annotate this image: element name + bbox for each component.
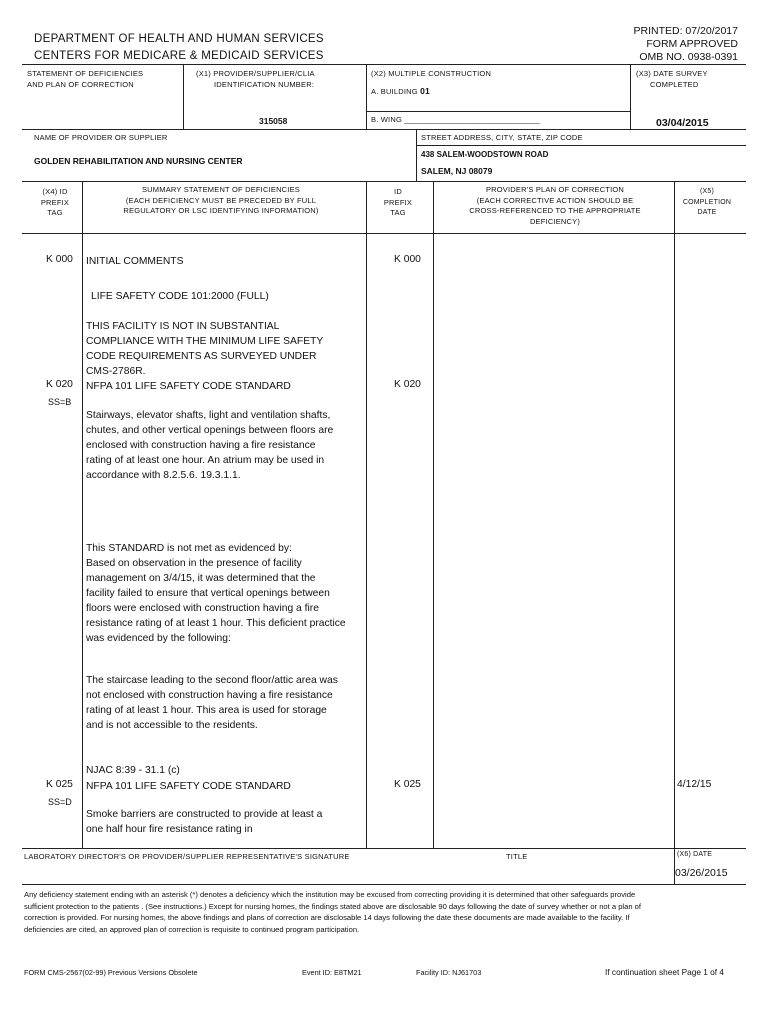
summary-header-line: (EACH DEFICIENCY MUST BE PRECEDED BY FULL	[125, 195, 317, 205]
divider	[22, 129, 746, 130]
k000-tag-right: K 000	[394, 254, 421, 265]
disclaimer-text: Any deficiency statement ending with an asterisk (*) denotes a deficiency which the institution may be excused from correcting providing it is determined that other safeguards provide sufficient protection to the patients . (See instructions.) Except for nursing homes, the findings stated above are disclosable 90 days following the date of survey whether or not a plan of correction is provided. For nursing homes, the above findings and plans of correction are disclosable 14 days following the date these documents are made available to the facility. If deficiencies are cited, an approved plan of correction is requisite to continued program participation.	[24, 890, 641, 934]
k020-standard-text: Stairways, elevator shafts, light and ventilation shafts, chutes, and other vertical openings between floors are enclosed with construction having a fire resistance rating of at least one hour. An atrium may be used in accordance with 8.2.5.6. 19.3.1.1.	[86, 410, 334, 481]
x4-header-line: PREFIX	[40, 197, 70, 207]
facility-id: Facility ID: NJ61703	[416, 968, 482, 977]
statement-label-1: STATEMENT OF DEFICIENCIES	[27, 69, 144, 78]
k000-title: INITIAL COMMENTS	[86, 256, 184, 267]
plan-header	[440, 185, 670, 227]
k020-tag: K 020	[46, 379, 73, 390]
not-met-text: This STANDARD is not met as evidenced by: Based on observation in the presence of facility management on 3/4/15, it was determined that the facility failed to ensure that vertical openings between floors were enclosed with construction having a fire resistance rating of at least 1 hour. This deficient practice was evidenced by the following:	[86, 543, 346, 644]
page-indicator: If continuation sheet Page 1 of 4	[605, 967, 725, 977]
department-line-1: DEPARTMENT OF HEALTH AND HUMAN SERVICES	[34, 33, 324, 45]
signature-date: 03/26/2015	[675, 867, 728, 879]
id-header-line: ID	[394, 187, 402, 196]
summary-header-line: SUMMARY STATEMENT OF DEFICIENCIES	[141, 185, 300, 194]
divider	[22, 233, 746, 234]
k025-tag-right: K 025	[394, 779, 421, 790]
k025-scope-severity: SS=D	[48, 797, 72, 807]
survey-completed-date: 03/04/2015	[656, 117, 709, 129]
plan-header-line: DEFICIENCY)	[529, 216, 581, 226]
k025-tag: K 025	[46, 779, 73, 790]
k025-standard-text: Smoke barriers are constructed to provide at least a one half hour fire resistance rating in	[86, 809, 323, 835]
address-line-2: SALEM, NJ 08079	[421, 166, 493, 176]
id-header-line: TAG	[390, 208, 406, 217]
wing-label: B. WING _______________________________	[371, 115, 540, 124]
divider	[22, 181, 746, 182]
lsc-line: LIFE SAFETY CODE 101:2000 (FULL)	[91, 291, 269, 302]
column-divider	[82, 181, 83, 848]
k000-tag: K 000	[46, 254, 73, 265]
noncompliance-text: THIS FACILITY IS NOT IN SUBSTANTIAL COMPLIANCE WITH THE MINIMUM LIFE SAFETY CODE REQUIREMENTS AS SURVEYED UNDER CMS-2786R.	[86, 321, 324, 377]
divider	[416, 145, 746, 146]
staircase-finding: The staircase leading to the second floor/attic area was not enclosed with construction having a fire resistance rating of at least 1 hour. This area is used for storage and is not accessible to the residents.	[86, 675, 338, 731]
building-row	[371, 86, 430, 96]
njac-citation: NJAC 8:39 - 31.1 (c)	[86, 765, 180, 776]
id-header-line: PREFIX	[383, 197, 413, 207]
x6-date-label: (X6) DATE	[677, 851, 713, 858]
x5-header-line: (X5)	[699, 188, 715, 195]
id-header	[373, 187, 423, 219]
divider	[22, 848, 746, 849]
x2-label: (X2) MULTIPLE CONSTRUCTION	[371, 69, 492, 78]
divider	[22, 884, 746, 885]
x5-header	[676, 187, 738, 219]
address-label: STREET ADDRESS, CITY, STATE, ZIP CODE	[421, 133, 583, 142]
k025-title: NFPA 101 LIFE SAFETY CODE STANDARD	[86, 781, 291, 792]
title-label: TITLE	[506, 852, 528, 861]
k020-title: NFPA 101 LIFE SAFETY CODE STANDARD	[86, 381, 291, 392]
x5-header-line: DATE	[697, 209, 717, 216]
x3-label-1: (X3) DATE SURVEY	[636, 69, 708, 78]
divider	[366, 64, 367, 129]
x4-header	[30, 187, 80, 219]
column-divider	[433, 181, 434, 848]
x5-header-line: COMPLETION	[682, 198, 732, 206]
k020-scope-severity: SS=B	[48, 397, 72, 407]
k025-completion-date: 4/12/15	[677, 779, 712, 790]
address-line-1: 438 SALEM-WOODSTOWN ROAD	[421, 150, 549, 159]
department-line-2: CENTERS FOR MEDICARE & MEDICAID SERVICES	[34, 50, 324, 62]
x4-header-line: TAG	[47, 208, 63, 217]
divider	[183, 64, 184, 129]
form-number: FORM CMS-2567(02-99) Previous Versions Obsolete	[24, 968, 198, 977]
building-label: A. BUILDING	[371, 87, 418, 96]
event-id: Event ID: E8TM21	[302, 968, 362, 977]
provider-name-label: NAME OF PROVIDER OR SUPPLIER	[34, 133, 168, 142]
x3-label-2: COMPLETED	[650, 80, 699, 89]
omb-number: OMB NO. 0938-0391	[639, 51, 738, 63]
x1-label-1: (X1) PROVIDER/SUPPLIER/CLIA	[196, 69, 315, 78]
summary-header-line: REGULATORY OR LSC IDENTIFYING INFORMATION)	[123, 206, 319, 215]
printed-date: PRINTED: 07/20/2017	[633, 25, 738, 37]
form-approved: FORM APPROVED	[646, 38, 738, 50]
provider-id-number: 315058	[259, 116, 288, 126]
divider	[630, 64, 631, 129]
divider	[416, 129, 417, 181]
x1-label-2: IDENTIFICATION NUMBER:	[214, 80, 315, 89]
top-box-border	[22, 64, 746, 65]
plan-header-line: CROSS-REFERENCED TO THE APPROPRIATE	[469, 206, 641, 215]
x4-header-line: (X4) ID	[42, 187, 68, 196]
statement-label-2: AND PLAN OF CORRECTION	[27, 80, 134, 89]
divider	[366, 111, 630, 112]
plan-header-line: PROVIDER'S PLAN OF CORRECTION	[485, 185, 625, 194]
plan-header-line: (EACH CORRECTIVE ACTION SHOULD BE	[476, 195, 634, 205]
building-value: 01	[420, 86, 430, 96]
k020-tag-right: K 020	[394, 379, 421, 390]
summary-header	[86, 185, 356, 217]
column-divider	[674, 181, 675, 848]
column-divider	[366, 181, 367, 848]
provider-name: GOLDEN REHABILITATION AND NURSING CENTER	[34, 156, 243, 166]
signature-label: LABORATORY DIRECTOR'S OR PROVIDER/SUPPLIER REPRESENTATIVE'S SIGNATURE	[24, 852, 350, 861]
